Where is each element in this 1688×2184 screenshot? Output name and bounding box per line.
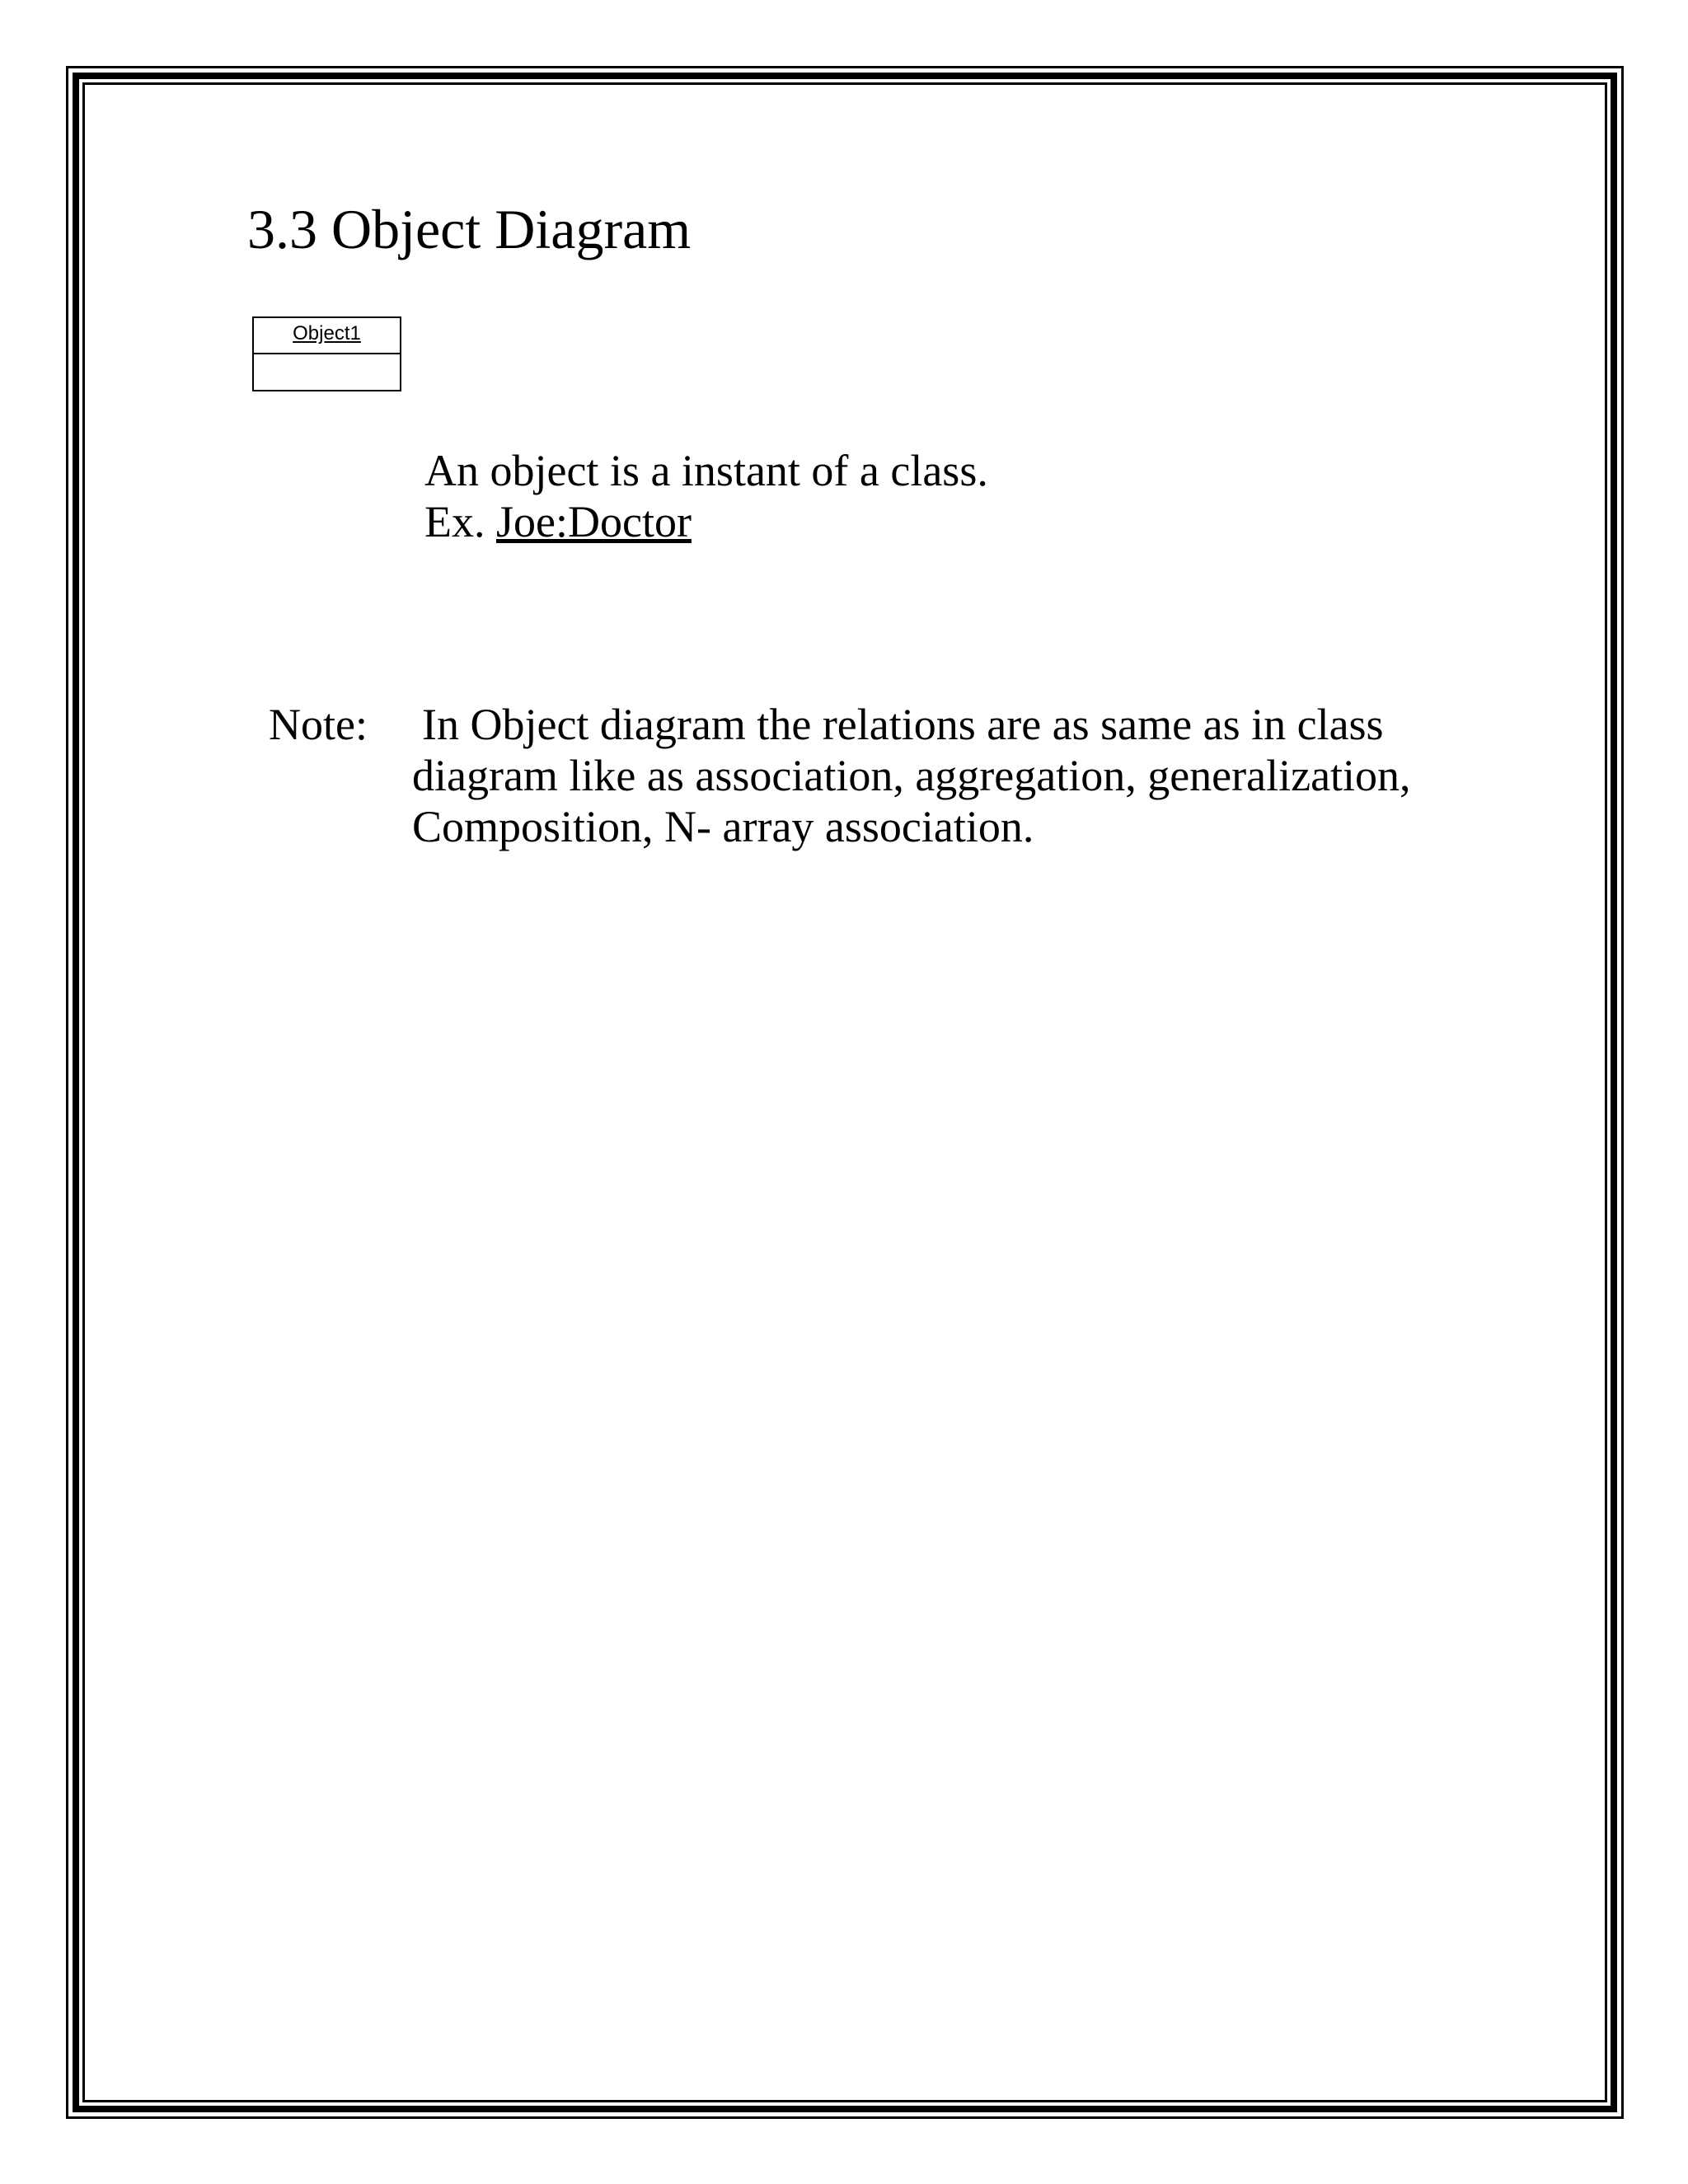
object-definition: [424, 445, 988, 547]
uml-object-box: [252, 316, 401, 391]
definition-text: An object is a instant of a class.: [424, 446, 988, 495]
example-name: Joe:Doctor: [496, 497, 692, 546]
example-line: [424, 496, 988, 547]
note-line: In Object diagram the relations are as same as in class: [422, 700, 1384, 749]
uml-object-name: Object1: [254, 318, 400, 354]
note-line: Composition, N- array association.: [412, 802, 1034, 851]
note-line: diagram like as association, aggregation, generalization,: [412, 751, 1411, 800]
note-label: Note:: [269, 700, 368, 749]
uml-object-compartment: [254, 354, 400, 390]
example-prefix: Ex.: [424, 497, 485, 546]
note-body: [412, 699, 1411, 852]
page-title: 3.3 Object Diagram: [247, 198, 692, 260]
